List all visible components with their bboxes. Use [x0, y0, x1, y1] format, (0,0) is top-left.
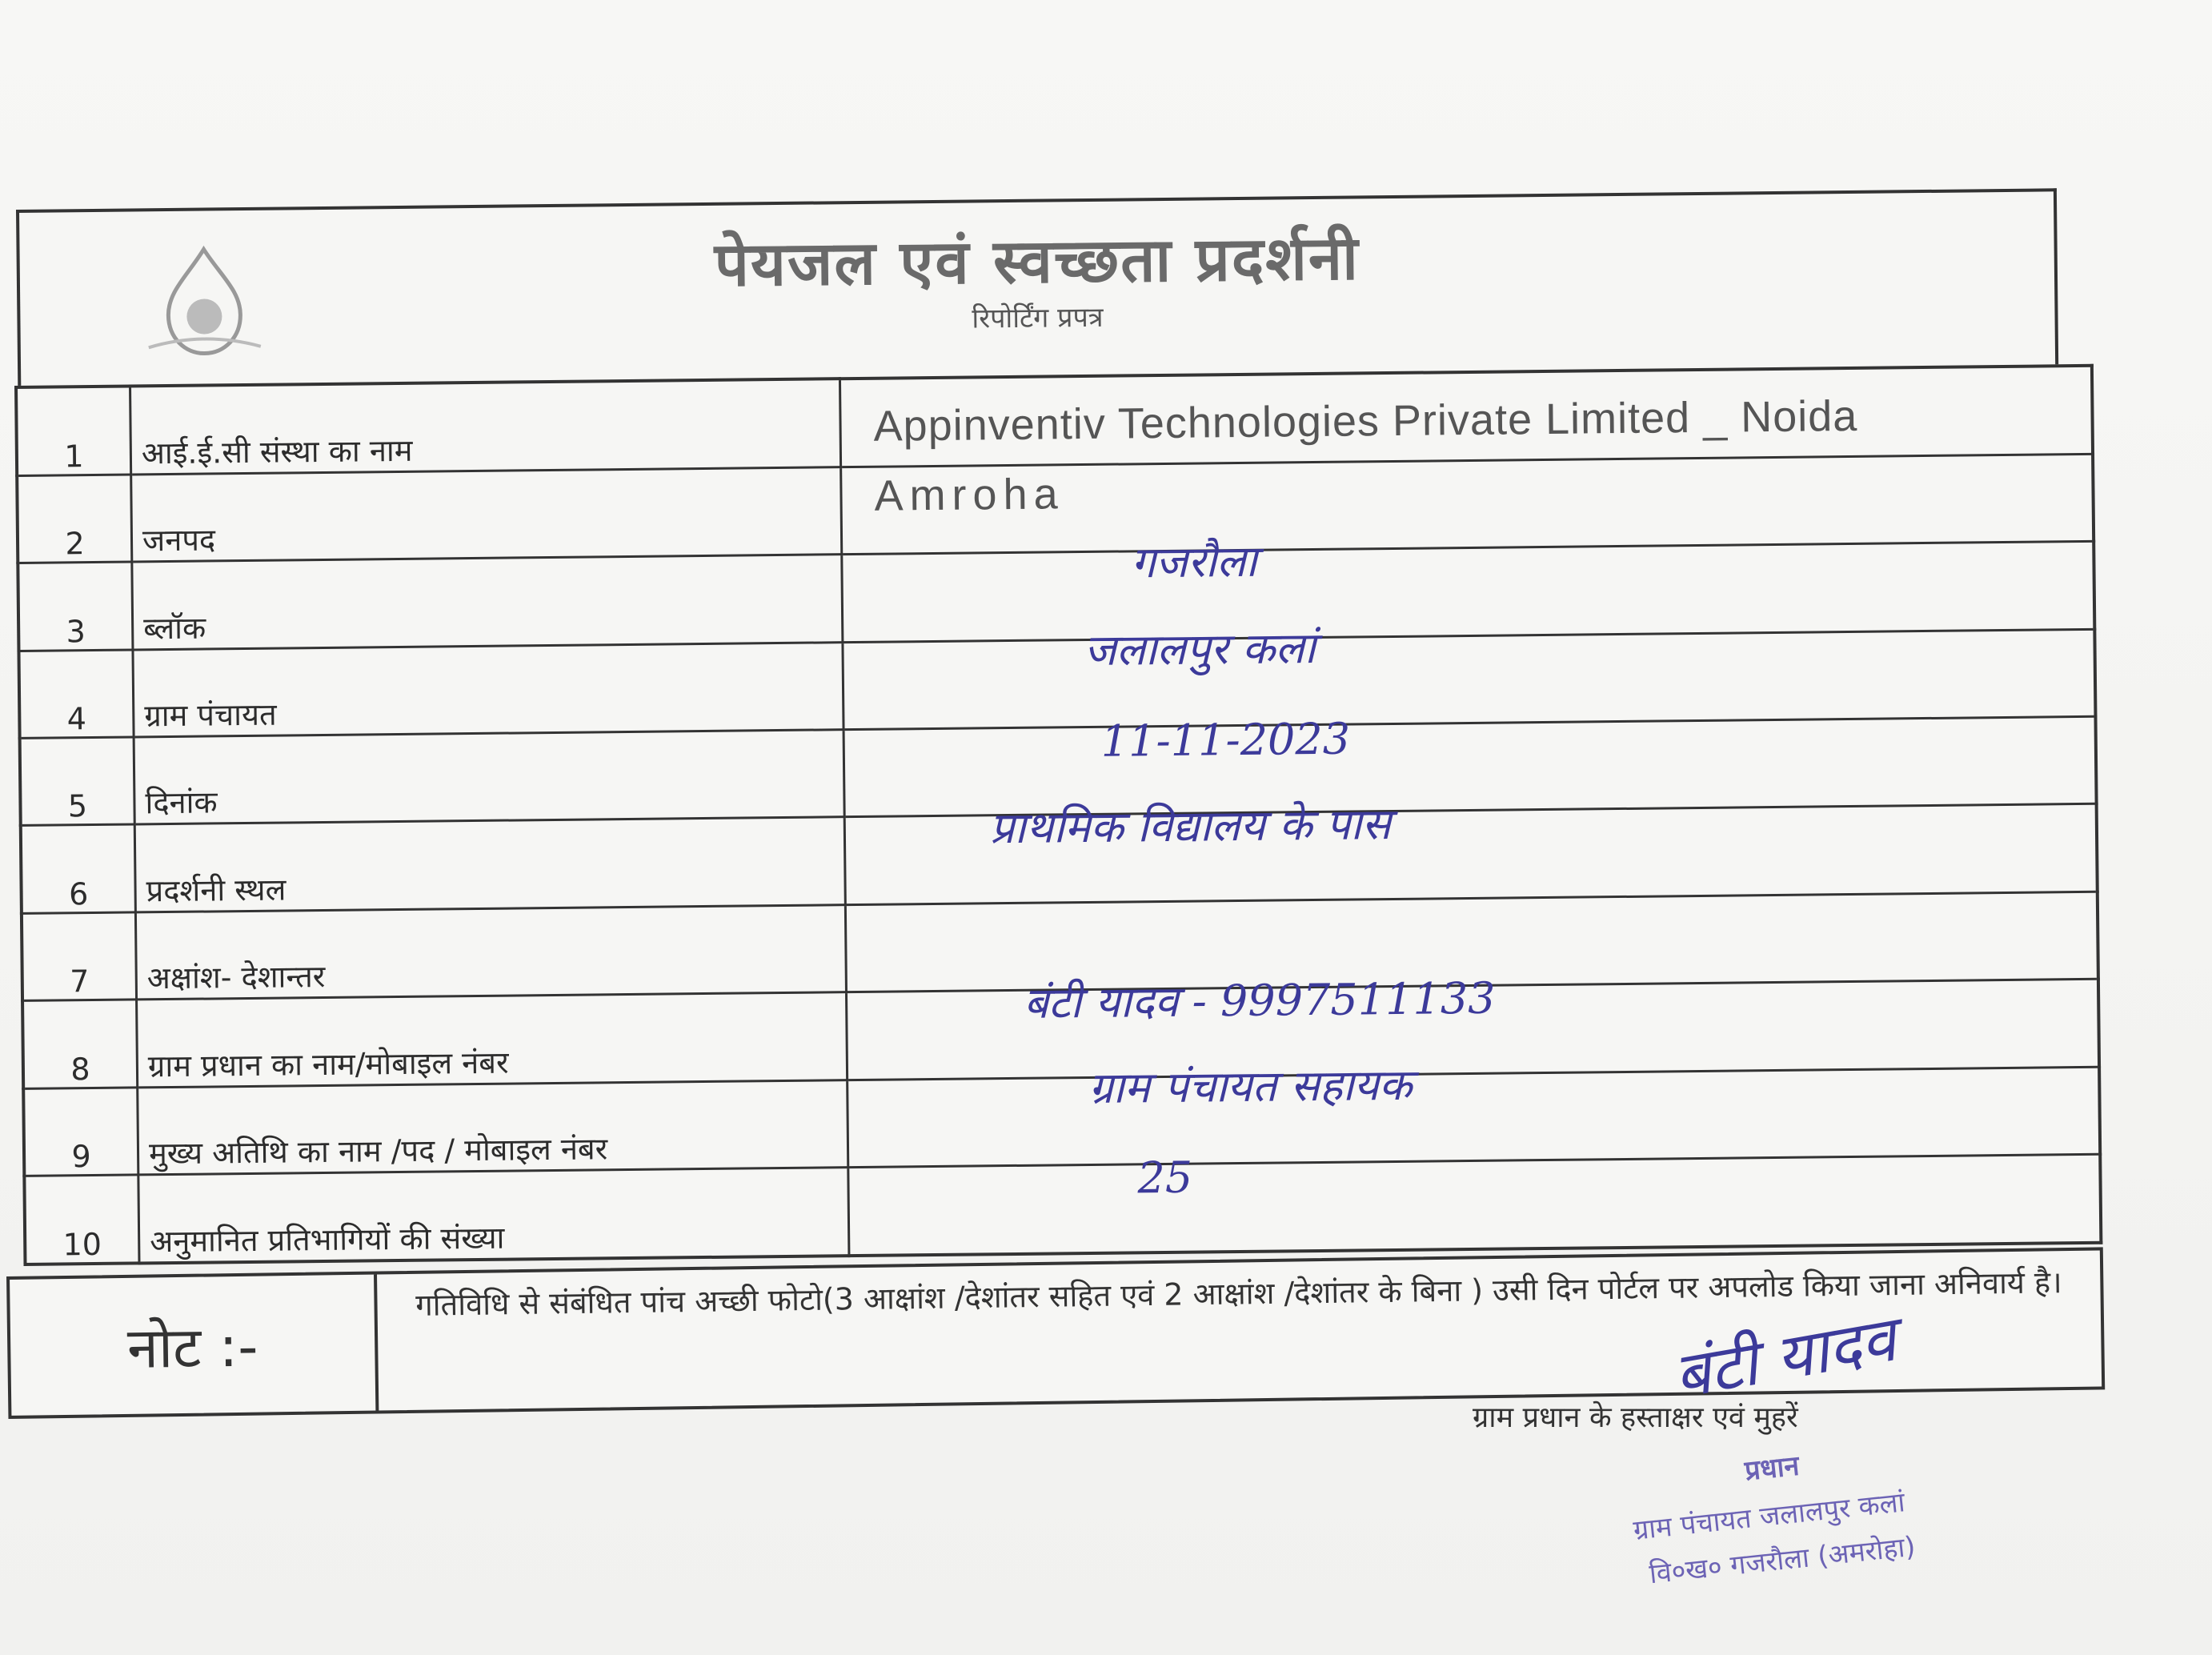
row-value-cell [846, 972, 2099, 1080]
row-number: 8 [22, 1000, 138, 1088]
handwritten-signature: बंटी यादव [1669, 1303, 1901, 1413]
row-label: आई.ई.सी संस्था का नाम [130, 379, 841, 475]
page-title: पेयजल एवं स्वच्छता प्रदर्शनी [714, 222, 1360, 300]
page-subtitle: रिपोर्टिंग प्रपत्र [972, 301, 1104, 335]
note-text: गतिविधि से संबंधित पांच अच्छी फोटो(3 आक्षांश /देशांतर सहित एवं 2 आक्षांश /देशांतर के बिना ) उसी दिन पोर्टल पर अपलोड किया जाना अनिवार्य है। [415, 1264, 2062, 1323]
row-number: 3 [18, 562, 133, 651]
handwritten-value: गजरौला [1131, 535, 1257, 588]
row-label: ग्राम पंचायत [133, 642, 844, 737]
row-value-cell [848, 1059, 2101, 1168]
row-value-cell [844, 798, 2098, 905]
row-number: 2 [17, 475, 132, 563]
row-value: Appinventiv Technologies Private Limited _ Noida [873, 391, 1858, 451]
row-value-cell [840, 366, 2093, 467]
row-label: जनपद [131, 467, 842, 563]
row-value-cell [848, 1154, 2102, 1256]
handwritten-value: 25 [1137, 1152, 1193, 1204]
row-label: अक्षांश- देशान्तर [135, 905, 846, 1000]
row-label: ग्राम प्रधान का नाम/मोबाइल नंबर [137, 992, 848, 1088]
row-value-cell [842, 535, 2095, 643]
row-number: 4 [18, 650, 134, 739]
handwritten-value: जलालपुर कलां [1084, 623, 1316, 676]
stamp-title: प्रधान [1743, 1449, 1801, 1488]
signature-label: ग्राम प्रधान के हस्ताक्षर एवं मुहरें [1473, 1401, 1798, 1434]
report-form-table [14, 364, 2102, 1266]
row-label: ब्लॉक [132, 555, 843, 650]
row-label: मुख्य अतिथि का नाम /पद / मोबाइल नंबर [138, 1080, 848, 1175]
form-table-wrapper [14, 364, 2102, 1266]
form-header [16, 188, 2058, 387]
row-value-cell [841, 454, 2094, 555]
row-number: 6 [21, 824, 136, 913]
row-number: 10 [24, 1175, 139, 1264]
handwritten-value: 11-11-2023 [1100, 714, 1351, 767]
row-label: दिनांक [134, 730, 844, 825]
row-value: Amroha [874, 470, 1064, 521]
stamp-block: वि०ख० गजरौला (अमरोहा) [1648, 1530, 1917, 1591]
row-number: 5 [20, 737, 135, 826]
handwritten-value: प्राथमिक विद्यालय के पास [989, 798, 1392, 854]
row-value-cell [843, 623, 2096, 730]
note-label: नोट :- [10, 1275, 379, 1416]
stamp-panchayat: ग्राम पंचायत जलालपुर कलां [1632, 1486, 1907, 1547]
row-number: 9 [23, 1088, 138, 1176]
row-number: 7 [22, 912, 137, 1001]
row-label: प्रदर्शनी स्थल [134, 817, 845, 912]
row-number: 1 [16, 386, 131, 475]
row-label: अनुमानित प्रतिभागियों की संख्या [138, 1168, 849, 1264]
handwritten-value: बंटी यादव - 9997511133 [1023, 972, 1496, 1028]
handwritten-value: ग्राम पंचायत सहायक [1088, 1059, 1413, 1114]
